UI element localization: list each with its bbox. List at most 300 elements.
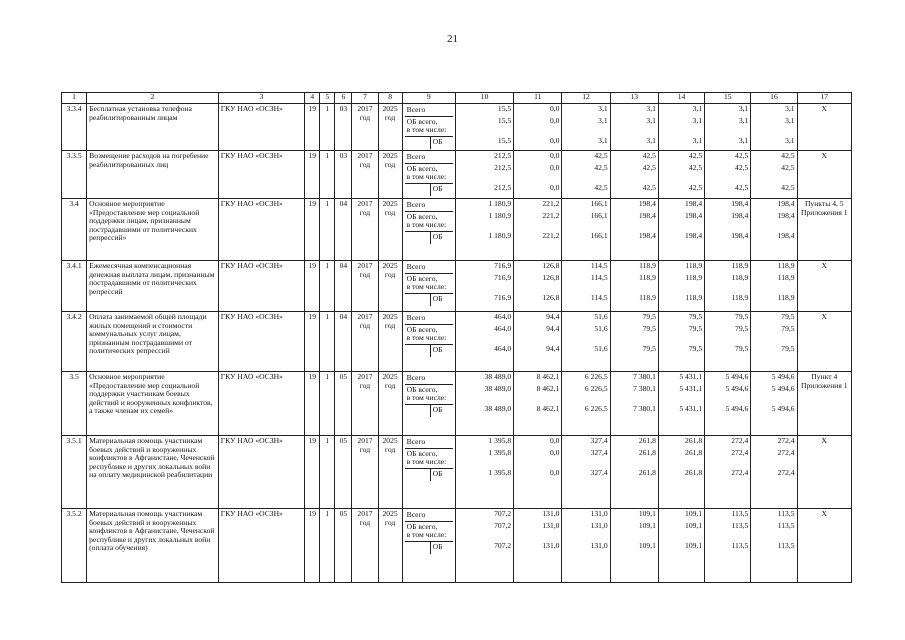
value-totals: 272,4 — [731, 436, 749, 445]
label-ob: ОБ — [430, 137, 453, 149]
value-ob-all: 118,9 — [639, 273, 656, 282]
executor: ГКУ НАО «ОСЗН» — [218, 312, 304, 372]
value-ob-all: 5 431,1 — [679, 384, 703, 393]
value-totals: 166,1 — [590, 199, 608, 208]
end-year: 2025 год — [378, 436, 402, 509]
value-totals: 5 494,6 — [771, 372, 795, 381]
value-ob-all: 166,1 — [590, 211, 608, 220]
value-totals: 131,0 — [590, 509, 608, 518]
label-ob-including: ОБ всего, в том числе: — [406, 274, 447, 291]
value-totals: 707,2 — [494, 509, 512, 518]
row-number: 3.5 — [62, 372, 87, 436]
value-col-14 — [658, 372, 704, 436]
label-total: Всего — [406, 437, 426, 446]
code-col-5: 1 — [320, 261, 335, 312]
executor: ГКУ НАО «ОСЗН» — [218, 372, 304, 436]
value-col-12 — [562, 436, 610, 509]
start-year: 2017 год — [352, 199, 378, 261]
value-totals: 198,4 — [638, 199, 656, 208]
code-col-4: 19 — [305, 199, 320, 261]
value-ob-all: 8 462,1 — [536, 384, 560, 393]
value-ob: 198,4 — [638, 231, 656, 240]
code-col-4: 19 — [305, 509, 320, 583]
start-year: 2017 год — [352, 436, 378, 509]
value-col-11 — [514, 372, 562, 436]
executor: ГКУ НАО «ОСЗН» — [218, 104, 304, 151]
code-col-6: 05 — [335, 436, 352, 509]
value-col-13 — [610, 199, 658, 261]
value-ob: 3,1 — [785, 136, 795, 145]
funding-source — [402, 312, 455, 372]
label-ob: ОБ — [430, 232, 453, 244]
value-totals: 51,6 — [594, 312, 608, 321]
column-number-4: 4 — [305, 93, 320, 104]
value-totals: 716,9 — [494, 261, 512, 270]
value-ob-all: 94,4 — [546, 324, 560, 333]
activity-name: Материальная помощь участникам боевых действий и вооруженных конфликтов в Афганистане, Чеченской республике и других локальных войн на оплату медицинской реабилитации — [87, 436, 219, 509]
value-col-11 — [514, 199, 562, 261]
value-totals: 15,5 — [497, 104, 512, 113]
value-col-10 — [455, 436, 513, 509]
value-col-14 — [658, 199, 704, 261]
value-ob-all: 198,4 — [638, 211, 656, 220]
value-col-12 — [562, 372, 610, 436]
value-col-12 — [562, 199, 610, 261]
value-ob-all: 42,5 — [594, 163, 608, 172]
program-activities-table — [61, 92, 852, 583]
activity-name: Бесплатная установка телефона реабилитированным лицам — [87, 104, 219, 151]
value-ob: 6 226,5 — [584, 404, 608, 413]
label-ob-including: ОБ всего, в том числе: — [406, 164, 447, 181]
value-ob: 5 494,6 — [725, 404, 749, 413]
label-ob: ОБ — [430, 405, 453, 417]
value-ob: 3,1 — [598, 136, 608, 145]
column-number-16: 16 — [751, 93, 797, 104]
value-totals: 212,5 — [494, 151, 512, 160]
value-ob: 51,6 — [594, 344, 608, 353]
value-totals: 3,1 — [692, 104, 703, 113]
value-ob: 126,8 — [542, 293, 560, 302]
code-col-6: 05 — [335, 509, 352, 583]
code-col-4: 19 — [305, 372, 320, 436]
value-ob: 212,5 — [494, 183, 512, 192]
value-ob: 5 431,1 — [679, 404, 703, 413]
row-number: 3.4.2 — [62, 312, 87, 372]
value-ob: 1 180,9 — [488, 231, 512, 240]
note: Х — [797, 104, 851, 151]
value-col-10 — [455, 199, 513, 261]
value-totals: 261,8 — [638, 436, 656, 445]
value-totals: 79,5 — [781, 312, 795, 321]
value-ob: 113,5 — [731, 541, 749, 550]
value-col-14 — [658, 151, 704, 199]
value-ob: 8 462,1 — [536, 404, 560, 413]
value-ob-all: 118,9 — [731, 273, 749, 282]
page-number: 21 — [447, 33, 458, 45]
value-ob-all: 0,0 — [549, 116, 560, 125]
column-number-10: 10 — [455, 93, 513, 104]
value-col-15 — [705, 261, 751, 312]
funding-source — [402, 151, 455, 199]
table-row — [62, 312, 852, 372]
column-number-9: 9 — [402, 93, 455, 104]
value-ob: 272,4 — [777, 468, 795, 477]
value-ob: 118,9 — [731, 293, 749, 302]
row-number: 3.3.4 — [62, 104, 87, 151]
activity-name: Материальная помощь участникам боевых действий и вооруженных конфликтов в Афганистане, Чеченской республике и других локальных войн (оплата обучения) — [87, 509, 219, 583]
start-year: 2017 год — [352, 151, 378, 199]
code-col-5: 1 — [320, 509, 335, 583]
value-ob: 42,5 — [781, 183, 795, 192]
label-ob: ОБ — [430, 542, 453, 554]
end-year: 2025 год — [378, 199, 402, 261]
label-ob-including: ОБ всего, в том числе: — [406, 325, 447, 342]
code-col-6: 04 — [335, 199, 352, 261]
value-col-16 — [751, 104, 797, 151]
table-row — [62, 199, 852, 261]
funding-source — [402, 104, 455, 151]
label-total: Всего — [406, 200, 426, 209]
value-ob-all: 79,5 — [781, 324, 795, 333]
value-col-15 — [705, 436, 751, 509]
value-ob-all: 42,5 — [642, 163, 656, 172]
value-ob-all: 42,5 — [735, 163, 749, 172]
code-col-5: 1 — [320, 151, 335, 199]
value-totals: 3,1 — [785, 104, 795, 113]
executor: ГКУ НАО «ОСЗН» — [218, 261, 304, 312]
value-col-11 — [514, 509, 562, 583]
value-col-15 — [705, 104, 751, 151]
value-ob-all: 272,4 — [731, 448, 749, 457]
value-ob: 272,4 — [731, 468, 749, 477]
column-number-7: 7 — [352, 93, 378, 104]
value-totals: 8 462,1 — [536, 372, 560, 381]
label-total: Всего — [406, 152, 426, 161]
value-ob-all: 3,1 — [646, 116, 656, 125]
value-ob-all: 131,0 — [590, 521, 608, 530]
value-ob-all: 3,1 — [598, 116, 608, 125]
value-ob: 113,5 — [777, 541, 795, 550]
start-year: 2017 год — [352, 509, 378, 583]
value-ob-all: 109,1 — [638, 521, 656, 530]
row-number: 3.5.2 — [62, 509, 87, 583]
value-ob: 3,1 — [646, 136, 656, 145]
column-number-6: 6 — [335, 93, 352, 104]
value-col-12 — [562, 151, 610, 199]
value-col-15 — [705, 509, 751, 583]
column-number-15: 15 — [705, 93, 751, 104]
value-totals: 79,5 — [735, 312, 749, 321]
funding-source — [402, 509, 455, 583]
code-col-4: 19 — [305, 436, 320, 509]
value-col-10 — [455, 104, 513, 151]
label-ob-including: ОБ всего, в том числе: — [406, 522, 447, 539]
column-number-11: 11 — [514, 93, 562, 104]
value-ob-all: 707,2 — [494, 521, 512, 530]
value-col-16 — [751, 199, 797, 261]
column-number-1: 1 — [62, 93, 87, 104]
value-totals: 1 180,9 — [488, 199, 512, 208]
value-col-12 — [562, 509, 610, 583]
value-ob: 261,8 — [685, 468, 703, 477]
value-col-16 — [751, 509, 797, 583]
value-ob-all: 3,1 — [692, 116, 703, 125]
activity-name: Возмещение расходов на погребение реабилитированных лиц — [87, 151, 219, 199]
value-ob: 42,5 — [735, 183, 749, 192]
value-totals: 94,4 — [546, 312, 560, 321]
value-totals: 79,5 — [688, 312, 703, 321]
end-year: 2025 год — [378, 372, 402, 436]
value-col-14 — [658, 312, 704, 372]
value-ob-all: 198,4 — [731, 211, 749, 220]
value-ob-all: 113,5 — [777, 521, 795, 530]
value-ob: 261,8 — [638, 468, 656, 477]
value-totals: 198,4 — [777, 199, 795, 208]
code-col-4: 19 — [305, 261, 320, 312]
label-ob: ОБ — [430, 294, 453, 306]
row-number: 3.5.1 — [62, 436, 87, 509]
value-col-14 — [658, 104, 704, 151]
start-year: 2017 год — [352, 312, 378, 372]
value-ob-all: 0,0 — [549, 163, 560, 172]
value-ob: 0,0 — [549, 136, 560, 145]
end-year: 2025 год — [378, 104, 402, 151]
value-totals: 118,9 — [731, 261, 749, 270]
value-ob-all: 327,4 — [590, 448, 608, 457]
value-ob: 3,1 — [738, 136, 749, 145]
value-ob: 79,5 — [642, 344, 656, 353]
executor: ГКУ НАО «ОСЗН» — [218, 199, 304, 261]
label-total: Всего — [406, 105, 426, 114]
code-col-4: 19 — [305, 104, 320, 151]
value-ob-all: 114,5 — [590, 273, 608, 282]
value-totals: 118,9 — [639, 261, 656, 270]
value-col-11 — [514, 261, 562, 312]
value-ob-all: 716,9 — [494, 273, 512, 282]
value-totals: 7 380,1 — [633, 372, 656, 381]
value-ob: 707,2 — [494, 541, 512, 550]
value-ob: 716,9 — [494, 293, 512, 302]
code-col-4: 19 — [305, 312, 320, 372]
column-number-3: 3 — [218, 93, 304, 104]
value-col-10 — [455, 509, 513, 583]
value-ob-all: 79,5 — [735, 324, 749, 333]
note: Пункты 4, 5 Приложения 1 — [797, 199, 851, 261]
end-year: 2025 год — [378, 312, 402, 372]
value-totals: 3,1 — [738, 104, 749, 113]
activity-name: Основное мероприятие «Предоставление мер социальной поддержки участникам боевых действий и вооруженных конфликтов, а также членам их семей» — [87, 372, 219, 436]
activity-name: Основное мероприятие «Предоставление мер социальной поддержки лицам, признанным пострадавшими от политических репрессий» — [87, 199, 219, 261]
value-ob: 42,5 — [642, 183, 656, 192]
value-ob: 118,9 — [777, 293, 795, 302]
value-ob-all: 5 494,6 — [725, 384, 749, 393]
value-ob: 7 380,1 — [633, 404, 656, 413]
value-ob: 5 494,6 — [771, 404, 795, 413]
column-number-14: 14 — [658, 93, 704, 104]
value-totals: 42,5 — [594, 151, 608, 160]
value-totals: 5 431,1 — [679, 372, 703, 381]
value-ob: 79,5 — [735, 344, 749, 353]
value-ob-all: 38 489,0 — [484, 384, 512, 393]
value-col-14 — [658, 261, 704, 312]
value-col-10 — [455, 372, 513, 436]
value-col-13 — [610, 261, 658, 312]
value-col-15 — [705, 372, 751, 436]
value-col-14 — [658, 509, 704, 583]
note: Пункт 4 Приложения 1 — [797, 372, 851, 436]
value-ob: 79,5 — [781, 344, 795, 353]
value-totals: 131,0 — [542, 509, 560, 518]
code-col-6: 05 — [335, 372, 352, 436]
value-totals: 109,1 — [685, 509, 703, 518]
value-ob-all: 113,5 — [731, 521, 749, 530]
value-ob-all: 1 180,9 — [488, 211, 512, 220]
value-totals: 6 226,5 — [584, 372, 608, 381]
value-ob-all: 212,5 — [494, 163, 512, 172]
label-ob-including: ОБ всего, в том числе: — [406, 117, 447, 134]
value-col-13 — [610, 104, 658, 151]
note: Х — [797, 261, 851, 312]
value-col-13 — [610, 312, 658, 372]
label-ob-including: ОБ всего, в том числе: — [406, 449, 447, 466]
value-ob: 1 395,8 — [488, 468, 512, 477]
label-total: Всего — [406, 510, 426, 519]
code-col-5: 1 — [320, 199, 335, 261]
end-year: 2025 год — [378, 151, 402, 199]
value-ob: 42,5 — [688, 183, 703, 192]
value-totals: 1 395,8 — [488, 436, 512, 445]
value-ob: 198,4 — [685, 231, 703, 240]
value-ob-all: 118,9 — [685, 273, 703, 282]
value-totals: 42,5 — [735, 151, 749, 160]
value-ob: 166,1 — [590, 231, 608, 240]
value-ob-all: 0,0 — [549, 448, 560, 457]
note: Х — [797, 312, 851, 372]
code-col-5: 1 — [320, 372, 335, 436]
value-ob-all: 51,6 — [594, 324, 608, 333]
value-col-16 — [751, 372, 797, 436]
value-ob: 198,4 — [731, 231, 749, 240]
value-ob-all: 198,4 — [685, 211, 703, 220]
value-col-13 — [610, 372, 658, 436]
funding-source — [402, 261, 455, 312]
value-totals: 5 494,6 — [725, 372, 749, 381]
value-col-16 — [751, 151, 797, 199]
value-ob-all: 42,5 — [688, 163, 703, 172]
value-ob: 114,5 — [590, 293, 608, 302]
value-ob-all: 7 380,1 — [633, 384, 656, 393]
label-ob: ОБ — [430, 184, 453, 196]
funding-source — [402, 436, 455, 509]
value-ob-all: 1 395,8 — [488, 448, 512, 457]
value-ob: 3,1 — [692, 136, 703, 145]
value-ob-all: 464,0 — [494, 324, 512, 333]
value-ob: 198,4 — [777, 231, 795, 240]
value-ob: 118,9 — [639, 293, 656, 302]
value-ob-all: 3,1 — [785, 116, 795, 125]
table-row — [62, 151, 852, 199]
value-ob-all: 198,4 — [777, 211, 795, 220]
code-col-6: 04 — [335, 261, 352, 312]
value-col-12 — [562, 261, 610, 312]
code-col-6: 03 — [335, 104, 352, 151]
value-ob: 131,0 — [590, 541, 608, 550]
value-col-10 — [455, 312, 513, 372]
column-number-17: 17 — [797, 93, 851, 104]
value-ob-all: 126,8 — [542, 273, 560, 282]
value-col-13 — [610, 509, 658, 583]
value-col-11 — [514, 104, 562, 151]
value-col-11 — [514, 151, 562, 199]
label-total: Всего — [406, 262, 426, 271]
value-totals: 38 489,0 — [484, 372, 512, 381]
value-totals: 42,5 — [688, 151, 703, 160]
value-ob: 0,0 — [549, 183, 560, 192]
value-ob: 221,2 — [542, 231, 560, 240]
row-number: 3.3.5 — [62, 151, 87, 199]
value-ob-all: 261,8 — [638, 448, 656, 457]
value-col-15 — [705, 199, 751, 261]
note: Х — [797, 436, 851, 509]
value-ob-all: 5 494,6 — [771, 384, 795, 393]
end-year: 2025 год — [378, 261, 402, 312]
value-totals: 113,5 — [731, 509, 749, 518]
start-year: 2017 год — [352, 261, 378, 312]
code-col-5: 1 — [320, 104, 335, 151]
executor: ГКУ НАО «ОСЗН» — [218, 509, 304, 583]
value-ob-all: 261,8 — [685, 448, 703, 457]
label-ob: ОБ — [430, 345, 453, 357]
value-ob-all: 79,5 — [642, 324, 656, 333]
value-ob-all: 272,4 — [777, 448, 795, 457]
table-body — [62, 93, 852, 583]
value-totals: 464,0 — [494, 312, 512, 321]
column-number-13: 13 — [610, 93, 658, 104]
value-ob: 42,5 — [594, 183, 608, 192]
value-col-12 — [562, 312, 610, 372]
value-totals: 261,8 — [685, 436, 703, 445]
value-col-11 — [514, 312, 562, 372]
value-col-12 — [562, 104, 610, 151]
label-ob-including: ОБ всего, в том числе: — [406, 212, 447, 229]
value-ob: 327,4 — [590, 468, 608, 477]
label-total: Всего — [406, 313, 426, 322]
end-year: 2025 год — [378, 509, 402, 583]
value-col-16 — [751, 312, 797, 372]
value-ob: 79,5 — [688, 344, 703, 353]
value-totals: 109,1 — [638, 509, 656, 518]
value-col-11 — [514, 436, 562, 509]
value-totals: 327,4 — [590, 436, 608, 445]
value-totals: 3,1 — [646, 104, 656, 113]
label-ob: ОБ — [430, 469, 453, 481]
code-col-5: 1 — [320, 436, 335, 509]
code-col-4: 19 — [305, 151, 320, 199]
value-ob: 94,4 — [546, 344, 560, 353]
code-col-5: 1 — [320, 312, 335, 372]
table-row — [62, 436, 852, 509]
value-totals: 198,4 — [685, 199, 703, 208]
value-totals: 0,0 — [549, 436, 560, 445]
note: Х — [797, 151, 851, 199]
value-totals: 221,2 — [542, 199, 560, 208]
start-year: 2017 год — [352, 372, 378, 436]
value-ob: 109,1 — [685, 541, 703, 550]
value-totals: 198,4 — [731, 199, 749, 208]
value-col-14 — [658, 436, 704, 509]
label-total: Всего — [406, 373, 426, 382]
note: Х — [797, 509, 851, 583]
